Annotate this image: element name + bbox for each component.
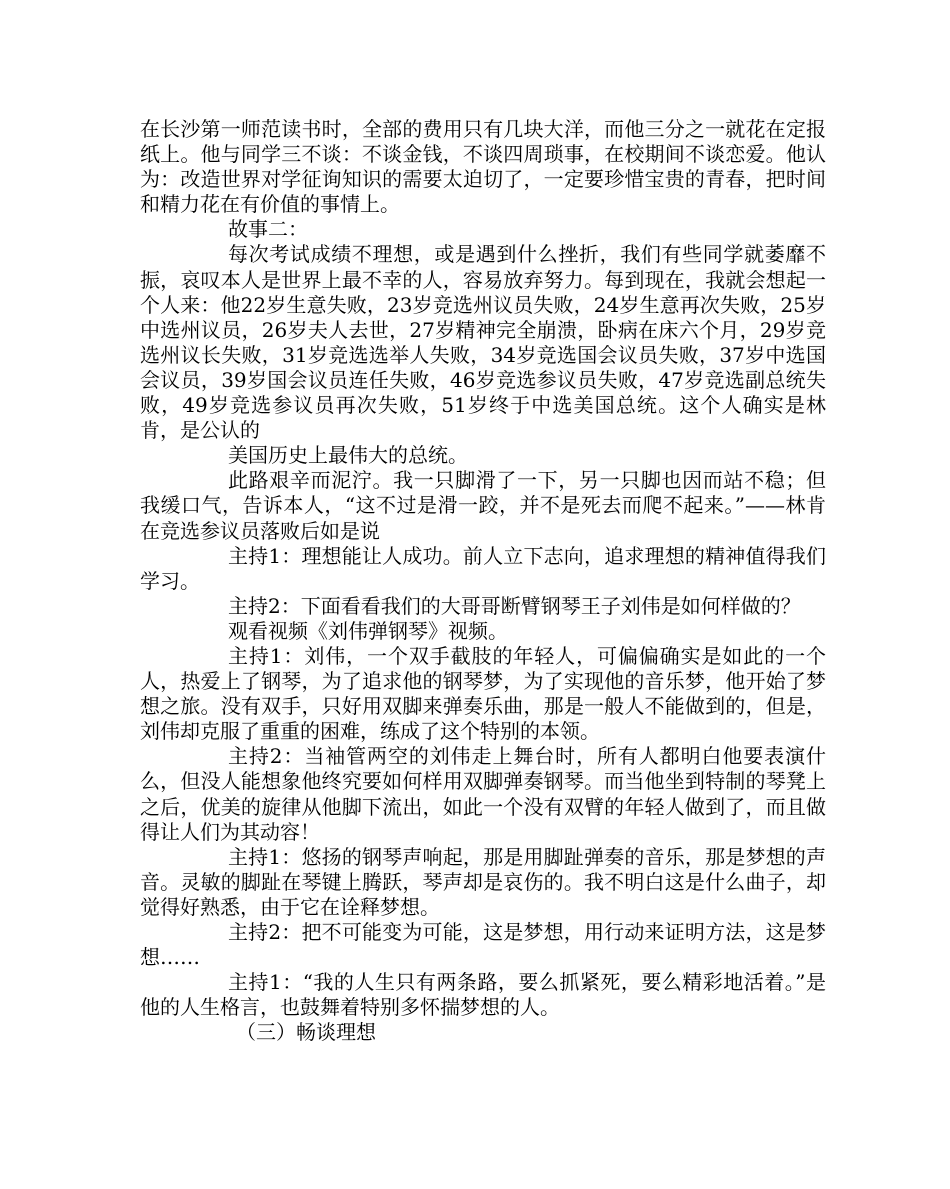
paragraph-13: 主持1：“我的人生只有两条路，要么抓紧死，要么精彩地活着。”是他的人生格言，也鼓舞着特别多怀揣梦想的人。 <box>140 970 826 1020</box>
paragraph-3: 每次考试成绩不理想，或是遇到什么挫折，我们有些同学就萎靡不振，哀叹本人是世界上最不幸的人，容易放弃努力。每到现在，我就会想起一个人来：他22岁生意失败，23岁竞选州议员失败，24岁生意再次失败，25岁中选州议员，26岁夫人去世，27岁精神完全崩溃，卧病在床六个月，29岁竞选州议长失败，31岁竞选选举人失败，34岁竞选国会议员失败，37岁中选国会议员，39岁国会议员连任失败，46岁竞选参议员失败，47岁竞选副总统失败，49岁竞选参议员再次失败，51岁终于中选美国总统。这个人确实是林肯，是公认的 <box>140 242 826 443</box>
paragraph-11: 主持1：悠扬的钢琴声响起，那是用脚趾弹奏的音乐，那是梦想的声音。灵敏的脚趾在琴键上腾跃，琴声却是哀伤的。我不明白这是什么曲子，却觉得好熟悉，由于它在诠释梦想。 <box>140 844 826 919</box>
document-body <box>140 117 826 1045</box>
paragraph-1: 在长沙第一师范读书时，全部的费用只有几块大洋，而他三分之一就花在定报纸上。他与同学三不谈：不谈金钱，不谈四周琐事，在校期间不谈恋爱。他认为：改造世界对学征询知识的需要太迫切了，一定要珍惜宝贵的青春，把时间和精力花在有价值的事情上。 <box>140 117 826 217</box>
paragraph-9: 主持1：刘伟，一个双手截肢的年轻人，可偏偏确实是如此的一个人，热爱上了钢琴，为了追求他的钢琴梦，为了实现他的音乐梦，他开始了梦想之旅。没有双手，只好用双脚来弹奏乐曲，那是一般人不能做到的，但是，刘伟却克服了重重的困难，练成了这个特别的本领。 <box>140 643 826 744</box>
paragraph-10: 主持2：当袖管两空的刘伟走上舞台时，所有人都明白他要表演什么，但没人能想象他终究要如何样用双脚弹奏钢琴。而当他坐到特制的琴凳上之后，优美的旋律从他脚下流出，如此一个没有双臂的年轻人做到了，而且做得让人们为其动容！ <box>140 744 826 844</box>
paragraph-6: 主持1：理想能让人成功。前人立下志向，追求理想的精神值得我们学习。 <box>140 543 826 593</box>
section-heading-three: （三）畅谈理想 <box>236 1020 376 1045</box>
paragraph-7: 主持2：下面看看我们的大哥哥断臂钢琴王子刘伟是如何样做的？ <box>228 593 801 618</box>
paragraph-story-two-heading: 故事二： <box>228 217 308 242</box>
paragraph-12: 主持2：把不可能变为可能，这是梦想，用行动来证明方法，这是梦想…… <box>140 920 826 970</box>
paragraph-4: 美国历史上最伟大的总统。 <box>228 443 468 468</box>
paragraph-5: 此路艰辛而泥泞。我一只脚滑了一下，另一只脚也因而站不稳；但我缓口气，告诉本人，“这不过是滑一跤，并不是死去而爬不起来。”——林肯在竞选参议员落败后如是说 <box>140 468 826 543</box>
paragraph-8: 观看视频《刘伟弹钢琴》视频。 <box>228 618 508 643</box>
